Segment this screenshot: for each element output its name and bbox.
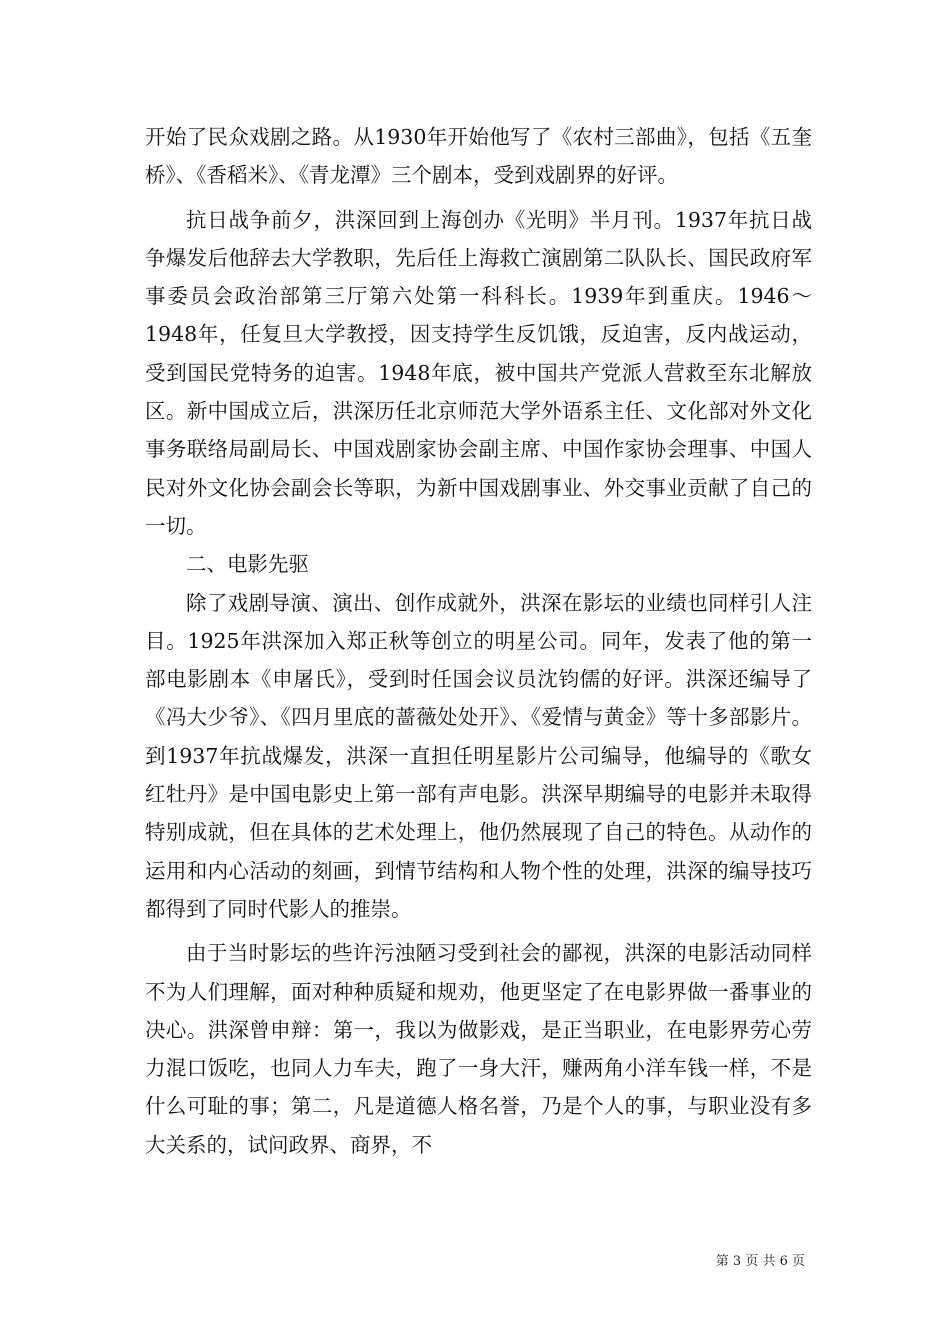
section-heading-film-pioneer: 二、电影先驱 bbox=[186, 552, 309, 577]
paragraph-war-period: 抗日战争前夕，洪深回到上海创办《光明》半月刊。1937年抗日战争爆发后他辞去大学教职，先后任上海救亡演剧第二队队长、国民政府军事委员会政治部第三厅第六处第一科科长。1939年到重庆。1946～1948年，任复旦大学教授，因支持学生反饥饿，反迫害，反内战运动，受到国民党特务的迫害。1948年底，被中国共产党派人营救至东北解放区。新中国成立后，洪深历任北京师范大学外语系主任、文化部对外文化事务联络局副局长、中国戏剧家协会副主席、中国作家协会理事、中国人民对外文化协会副会长等职，为新中国戏剧事业、外交事业贡献了自己的一切。 bbox=[145, 207, 812, 538]
paragraph-continuation: 开始了民众戏剧之路。从1930年开始他写了《农村三部曲》，包括《五奎桥》、《香稻米》、《青龙潭》三个剧本，受到戏剧界的好评。 bbox=[145, 125, 812, 188]
paragraph-film-career: 除了戏剧导演、演出、创作成就外，洪深在影坛的业绩也同样引人注目。1925年洪深加入郑正秋等创立的明星公司。同年，发表了他的第一部电影剧本《申屠氏》，受到时任国会议员沈钧儒的好评。洪深还编导了《冯大少爷》、《四月里底的蔷薇处处开》、《爱情与黄金》等十多部影片。到1937年抗战爆发，洪深一直担任明星影片公司编导，他编导的《歌女红牡丹》是中国电影史上第一部有声电影。洪深早期编导的电影并未取得特别成就，但在具体的艺术处理上，他仍然展现了自己的特色。从动作的运用和内心活动的刻画，到情节结构和人物个性的处理，洪深的编导技巧都得到了同时代影人的推崇。 bbox=[145, 590, 812, 921]
document-body bbox=[145, 118, 812, 1164]
paragraph-film-defense: 由于当时影坛的些许污浊陋习受到社会的鄙视，洪深的电影活动同样不为人们理解，面对种种质疑和规劝，他更坚定了在电影界做一番事业的决心。洪深曾申辩：第一，我以为做影戏，是正当职业，在电影界劳心劳力混口饭吃，也同人力车夫，跑了一身大汗，赚两角小洋车钱一样，不是什么可耻的事；第二，凡是道德人格名誉，乃是个人的事，与职业没有多大关系的，试问政界、商界，不 bbox=[145, 941, 812, 1157]
page-number-footer: 第 3 页 共 6 页 bbox=[715, 1254, 805, 1269]
